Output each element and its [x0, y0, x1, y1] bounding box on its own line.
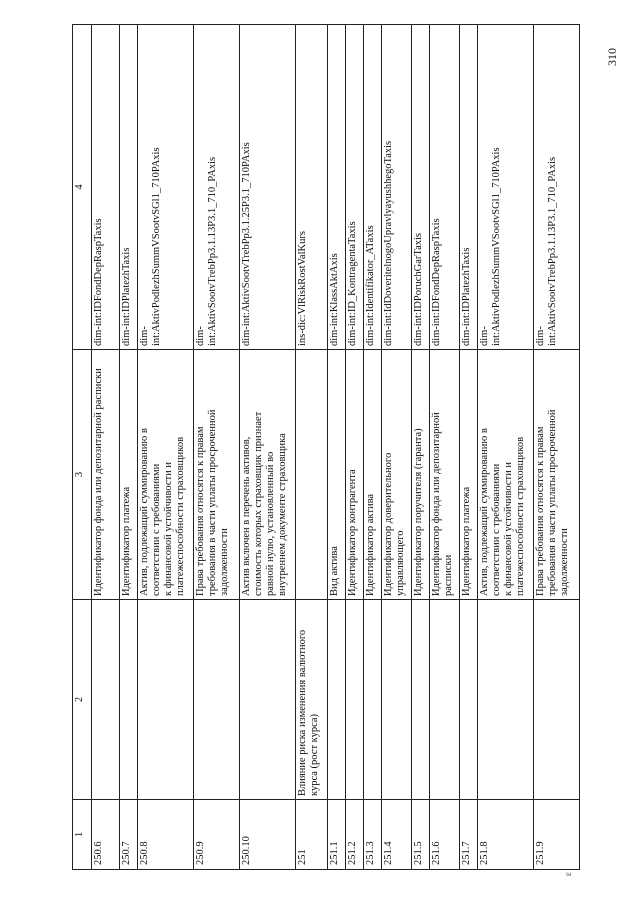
cell-col-1: 250.10: [240, 800, 296, 870]
page-number: 310: [605, 48, 619, 66]
table-row: [430, 25, 460, 870]
table-row: [364, 25, 382, 870]
cell-col-2: Влияние риска изменения валютного курса (рост курса): [296, 600, 328, 800]
cell-col-1: 251.8: [478, 800, 534, 870]
table-row: [328, 25, 346, 870]
cell-col-2: [138, 600, 194, 800]
cell-col-3: Идентификатор фонда или депозитарной расписки: [92, 350, 120, 600]
cell-col-1: 250.6: [92, 800, 120, 870]
cell-col-3: Актив, подлежащий суммированию в соответствии с требованиями к финансовой устойчивости и платежеспособности страховщиков: [138, 350, 194, 600]
table-row: [382, 25, 412, 870]
table-row: [460, 25, 478, 870]
cell-col-3: Идентификатор доверительного управляющего: [382, 350, 412, 600]
cell-col-4: dim- int:AktivSootvTrebPp3.1.13P3.1_710_PAxis: [534, 25, 580, 350]
table-row: [478, 25, 534, 870]
column-header: 2: [73, 600, 92, 800]
cell-col-2: [346, 600, 364, 800]
cell-col-1: 251.9: [534, 800, 580, 870]
table-row: [534, 25, 580, 870]
cell-col-4: dim-int:IDPlatezhTaxis: [460, 25, 478, 350]
data-table: [72, 24, 580, 870]
cell-col-2: [534, 600, 580, 800]
cell-col-4: dim-int:AktivSootvTrebPp3.1.25P3.1_710PAxis: [240, 25, 296, 350]
table-body: [92, 25, 580, 870]
cell-col-3: [296, 350, 328, 600]
cell-col-4: dim-int:IDPoruchGarTaxis: [412, 25, 430, 350]
cell-col-1: 251.3: [364, 800, 382, 870]
table-row: [296, 25, 328, 870]
column-header: 1: [73, 800, 92, 870]
cell-col-3: Идентификатор платежа: [460, 350, 478, 600]
cell-col-2: [460, 600, 478, 800]
cell-col-1: 251: [296, 800, 328, 870]
cell-col-2: [430, 600, 460, 800]
table-header: [73, 25, 92, 870]
cell-col-3: Идентификатор поручителя (гаранта): [412, 350, 430, 600]
cell-col-2: [194, 600, 240, 800]
cell-col-4: dim-int:IDPlatezhTaxis: [120, 25, 138, 350]
cell-col-3: Вид актива: [328, 350, 346, 600]
cell-col-2: [92, 600, 120, 800]
cell-col-2: [382, 600, 412, 800]
cell-col-4: dim- int:AktivPodlezhSummVSootvSGl1_710PAxis: [478, 25, 534, 350]
cell-col-2: [478, 600, 534, 800]
column-header: 3: [73, 350, 92, 600]
cell-col-1: 251.7: [460, 800, 478, 870]
cell-col-1: 250.8: [138, 800, 194, 870]
table-row: [92, 25, 120, 870]
cell-col-1: 251.1: [328, 800, 346, 870]
cell-col-1: 251.6: [430, 800, 460, 870]
column-header: 4: [73, 25, 92, 350]
cell-col-4: dim-int:Identifikator_ATaxis: [364, 25, 382, 350]
cell-col-4: dim-int:IdDoveritelnogoUpravlyayushhegoTaxis: [382, 25, 412, 350]
cell-col-1: 250.7: [120, 800, 138, 870]
cell-col-2: [364, 600, 382, 800]
table-row: [240, 25, 296, 870]
cell-col-4: dim-int:IDFondDepRaspTaxis: [430, 25, 460, 350]
cell-col-4: dim-int:IDFondDepRaspTaxis: [92, 25, 120, 350]
cell-col-3: Актив включен в перечень активов, стоимость которых страховщик признает равной нулю, установленный во внутреннем документе страховщика: [240, 350, 296, 600]
cell-col-4: dim- int:AktivPodlezhSummVSootvSGl1_710PAxis: [138, 25, 194, 350]
table-row: [412, 25, 430, 870]
cell-col-3: Идентификатор контрагента: [346, 350, 364, 600]
cell-col-1: 251.5: [412, 800, 430, 870]
cell-col-2: [240, 600, 296, 800]
table-row: [346, 25, 364, 870]
cell-col-2: [328, 600, 346, 800]
margin-mark: ε: [563, 872, 573, 876]
cell-col-1: 251.4: [382, 800, 412, 870]
cell-col-3: Идентификатор фонда или депозитарной расписки: [430, 350, 460, 600]
cell-col-2: [412, 600, 430, 800]
cell-col-4: dim- int:AktivSootvTrebPp3.1.13P3.1_710_PAxis: [194, 25, 240, 350]
cell-col-1: 251.2: [346, 800, 364, 870]
cell-col-4: dim-int:ID_KontragentaTaxis: [346, 25, 364, 350]
table-row: [120, 25, 138, 870]
cell-col-3: Актив, подлежащий суммированию в соответствии с требованиями к финансовой устойчивости и платежеспособности страховщиков: [478, 350, 534, 600]
cell-col-2: [120, 600, 138, 800]
cell-col-4: dim-int:KlassAktAxis: [328, 25, 346, 350]
rotated-table-page: [72, 25, 572, 870]
cell-col-3: Права требования относятся к правам требования в части уплаты просроченной задолженности: [534, 350, 580, 600]
cell-col-1: 250.9: [194, 800, 240, 870]
table-row: [194, 25, 240, 870]
header-row: [73, 25, 92, 870]
cell-col-4: ins-dic:VlRiskRostValKurs: [296, 25, 328, 350]
cell-col-3: Идентификатор платежа: [120, 350, 138, 600]
cell-col-3: Права требования относятся к правам требования в части уплаты просроченной задолженности: [194, 350, 240, 600]
cell-col-3: Идентификатор актива: [364, 350, 382, 600]
table-row: [138, 25, 194, 870]
